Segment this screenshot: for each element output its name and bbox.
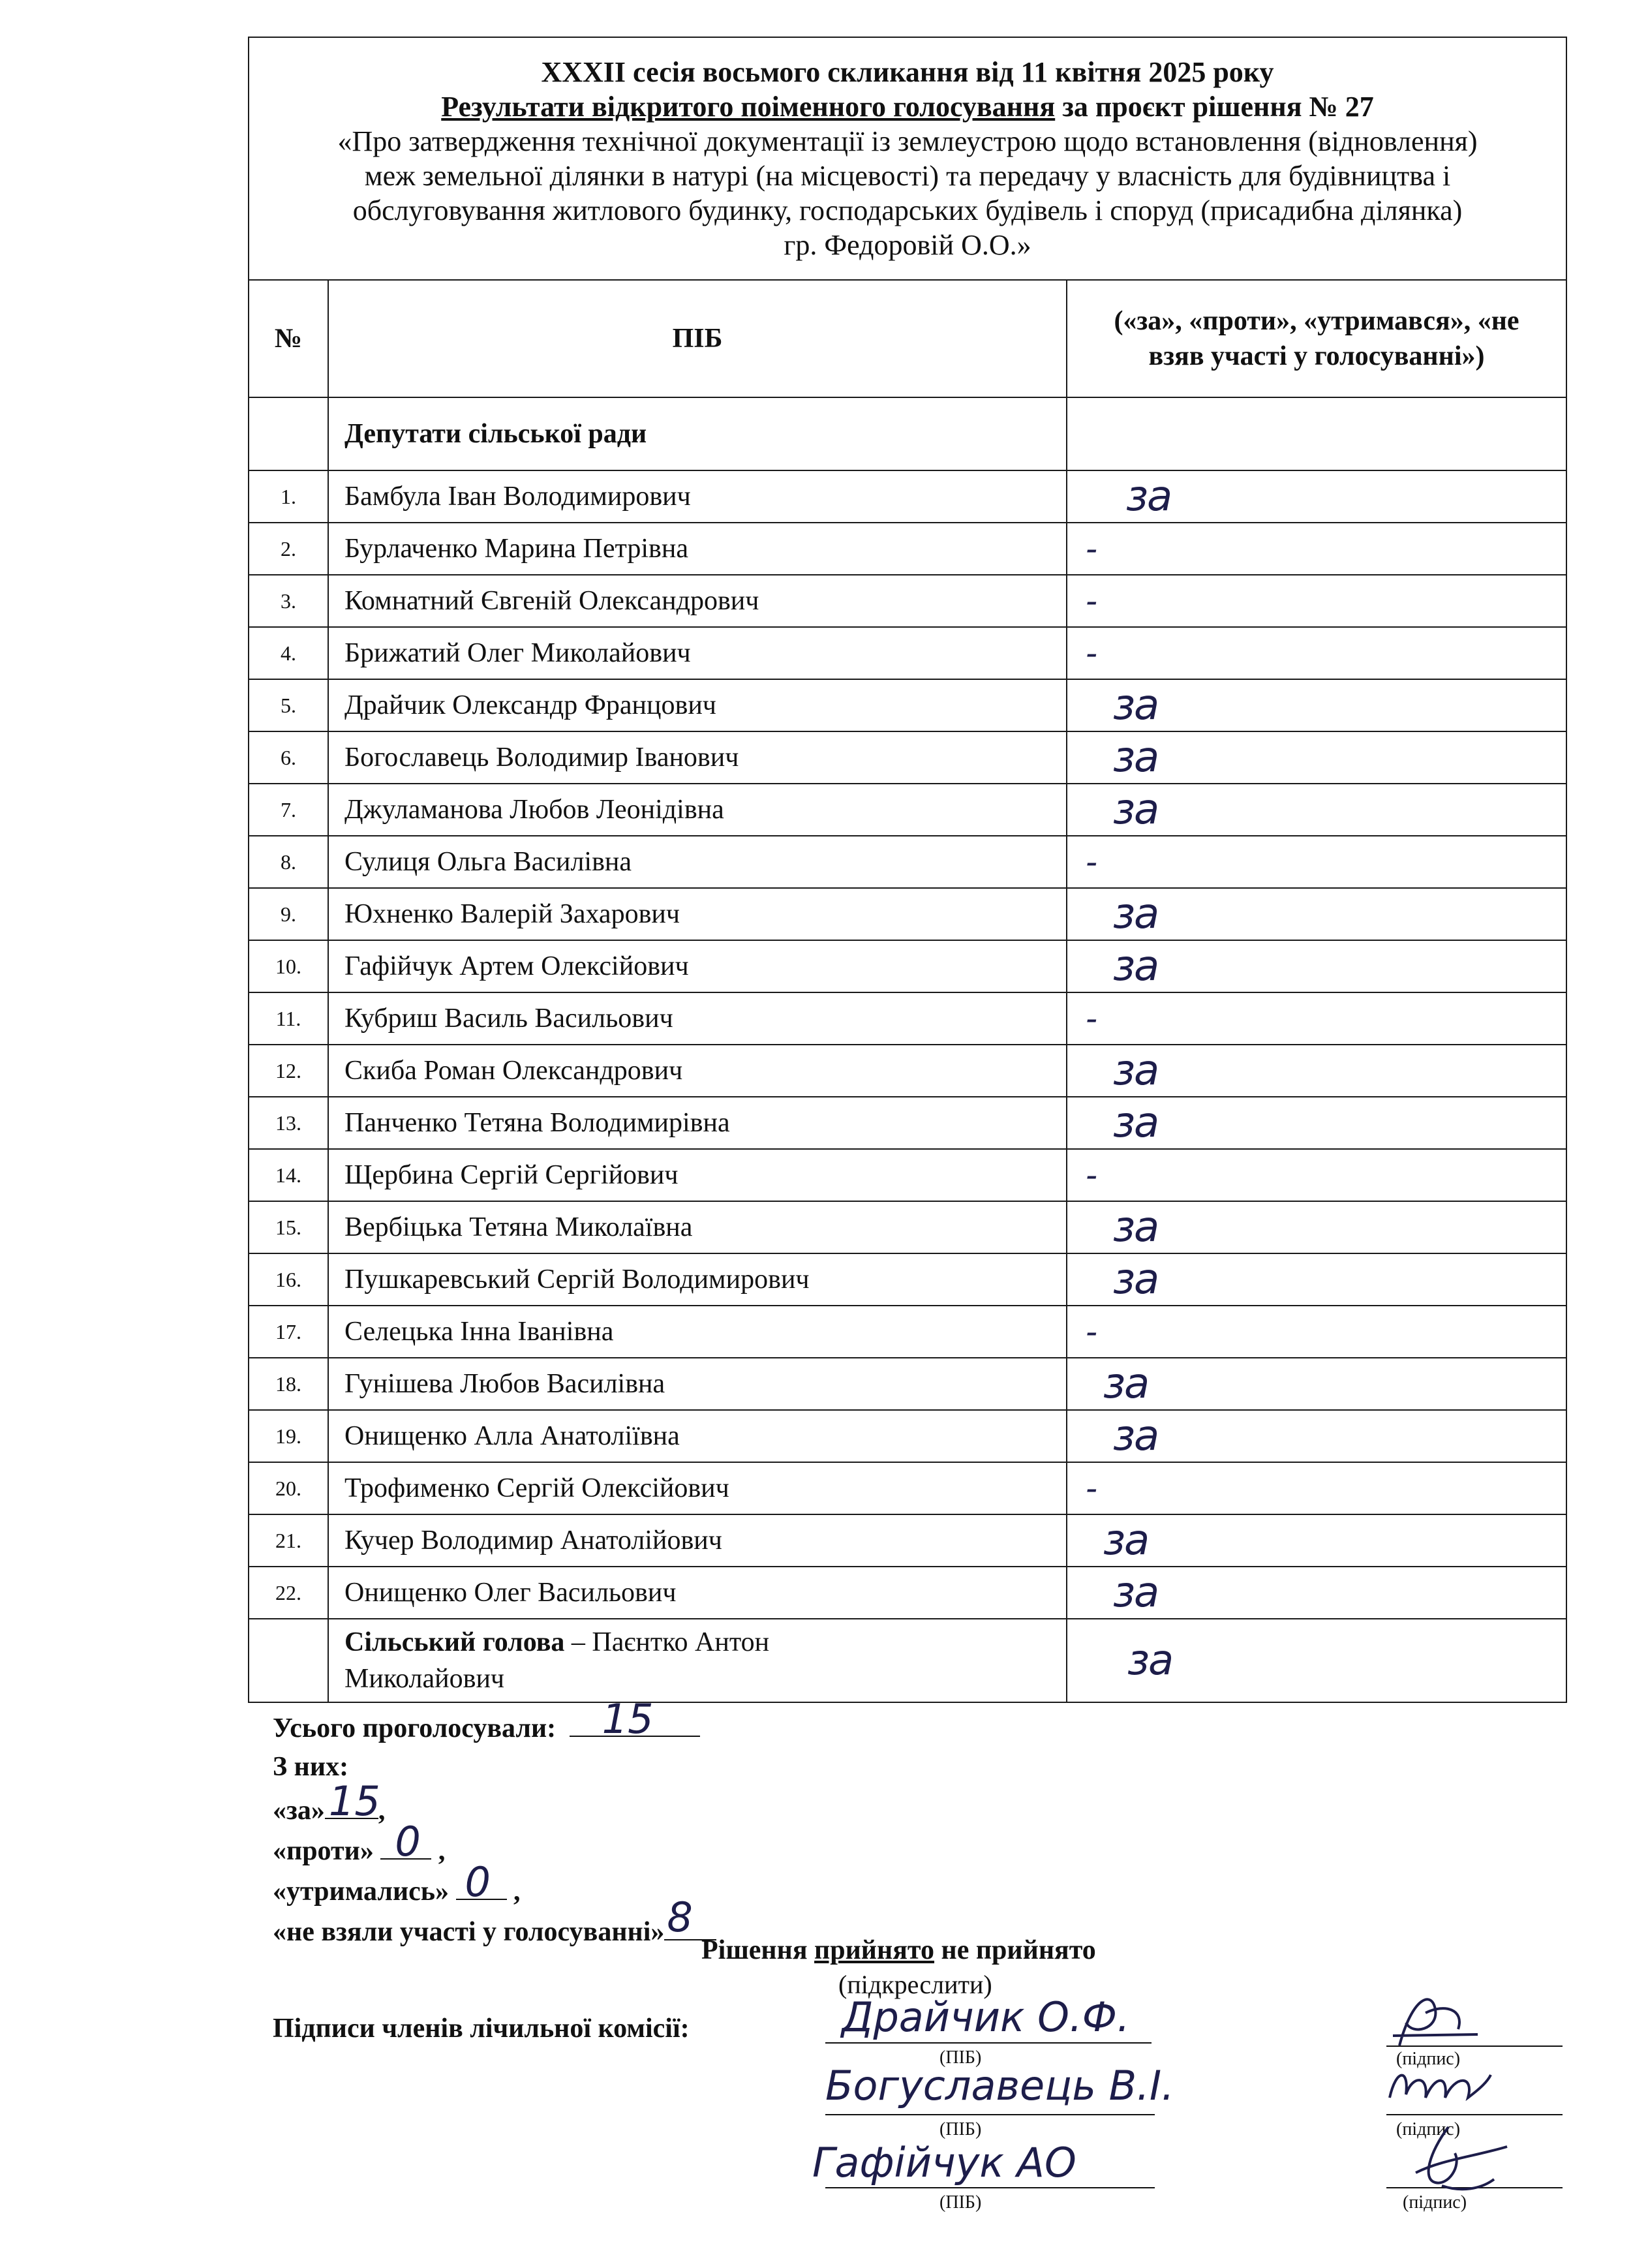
handwritten-vote: зa xyxy=(1113,1047,1159,1095)
deputy-vote xyxy=(1067,470,1566,523)
handwritten-vote: зa xyxy=(1103,1516,1149,1565)
handwritten-vote: - xyxy=(1086,634,1097,672)
row-number: 19. xyxy=(249,1410,328,1462)
table-row xyxy=(249,1045,1566,1097)
handwritten-vote: - xyxy=(1086,582,1097,620)
handwritten-vote: зa xyxy=(1113,1203,1159,1251)
deputy-name: Комнатний Євгеній Олександрович xyxy=(328,575,1067,627)
deputy-name: Онищенко Олег Васильович xyxy=(328,1567,1067,1619)
village-head: Сільський голова – Паєнтко Антон Миколайович xyxy=(328,1619,1067,1702)
village-head-name-2: Миколайович xyxy=(344,1664,505,1694)
row-number: 3. xyxy=(249,575,328,627)
group-label: Депутати сільської ради xyxy=(328,397,1067,470)
deputy-name: Гафійчук Артем Олексійович xyxy=(328,940,1067,992)
deputy-vote xyxy=(1067,731,1566,784)
column-name: ПІБ xyxy=(328,280,1067,397)
deputy-vote xyxy=(1067,1201,1566,1253)
table-row xyxy=(249,1514,1566,1567)
table-row xyxy=(249,992,1566,1045)
row-number: 18. xyxy=(249,1358,328,1410)
table-row xyxy=(249,1253,1566,1306)
deputy-vote xyxy=(1067,784,1566,836)
handwritten-vote: зa xyxy=(1113,1099,1159,1147)
deputy-name: Онищенко Алла Анатоліївна xyxy=(328,1410,1067,1462)
commission-signatures-title: Підписи членів лічильної комісії: xyxy=(273,2014,690,2044)
table-row xyxy=(249,627,1566,679)
decision-accepted: прийнято xyxy=(814,1935,935,1965)
handwritten-vote: зa xyxy=(1113,733,1159,782)
deputy-vote xyxy=(1067,679,1566,731)
village-head-name: Паєнтко Антон xyxy=(592,1627,770,1657)
member-2-name: Богуславець В.І. xyxy=(825,2062,1174,2109)
deputy-vote xyxy=(1067,1358,1566,1410)
row-number: 6. xyxy=(249,731,328,784)
member-2-name-caption: (ПІБ) xyxy=(939,2119,982,2139)
votes-against-value: 0 xyxy=(395,1818,421,1865)
deputy-name: Щербина Сергій Сергійович xyxy=(328,1149,1067,1201)
deputy-name: Кучер Володимир Анатолійович xyxy=(328,1514,1067,1567)
handwritten-vote: зa xyxy=(1113,1569,1159,1617)
row-number: 12. xyxy=(249,1045,328,1097)
row-number: 21. xyxy=(249,1514,328,1567)
row-number: 20. xyxy=(249,1462,328,1514)
results-project: за проєкт рішення № 27 xyxy=(1055,91,1374,123)
deputy-vote xyxy=(1067,1567,1566,1619)
session-title: XXXII сесія восьмого скликання від 11 квітня 2025 року xyxy=(541,56,1274,88)
table-row xyxy=(249,1358,1566,1410)
deputy-vote xyxy=(1067,627,1566,679)
deputy-vote xyxy=(1067,1097,1566,1149)
row-number: 17. xyxy=(249,1306,328,1358)
total-voted-value: 15 xyxy=(602,1695,654,1743)
handwritten-vote: зa xyxy=(1103,1360,1149,1408)
handwritten-vote: зa xyxy=(1113,1255,1159,1304)
decision-title-line-3: обслуговування житлового будинку, господарських будівель і споруд (присадибна ділянка) xyxy=(352,194,1463,226)
table-row xyxy=(249,470,1566,523)
handwritten-vote: - xyxy=(1086,843,1097,881)
of-them-label: З них: xyxy=(273,1752,349,1782)
member-2-signature-mark xyxy=(1383,2062,1494,2114)
row-number: 9. xyxy=(249,888,328,940)
table-row xyxy=(249,836,1566,888)
member-1-name: Драйчик О.Ф. xyxy=(842,1993,1130,2041)
handwritten-vote: - xyxy=(1086,530,1097,568)
decision-title-line-4: гр. Федоровій О.О.» xyxy=(784,229,1031,261)
member-3-signature-mark xyxy=(1403,2121,1514,2199)
table-row xyxy=(249,1306,1566,1358)
handwritten-vote: зa xyxy=(1113,786,1159,834)
row-number: 7. xyxy=(249,784,328,836)
column-number: № xyxy=(249,280,328,397)
row-number: 22. xyxy=(249,1567,328,1619)
row-number: 14. xyxy=(249,1149,328,1201)
handwritten-vote: - xyxy=(1086,1469,1097,1507)
handwritten-vote: - xyxy=(1086,1156,1097,1194)
deputy-vote xyxy=(1067,1306,1566,1358)
deputy-name: Сулиця Ольга Василівна xyxy=(328,836,1067,888)
member-2-sign-line xyxy=(1386,2114,1563,2115)
table-row xyxy=(249,731,1566,784)
village-head-vote xyxy=(1067,1619,1566,1702)
votes-absent: «не взяли участі у голосуванні» 8 xyxy=(273,1913,716,1948)
votes-absent-value: 8 xyxy=(667,1893,693,1941)
table-row xyxy=(249,888,1566,940)
decision-line: Рішення прийнято не прийнято xyxy=(701,1935,1096,1965)
handwritten-vote: зa xyxy=(1127,1636,1173,1685)
decision-title-line-2: меж земельної ділянки в натурі (на місцевості) та передачу у власність для будівництва і xyxy=(364,160,1451,192)
deputy-name: Бурлаченко Марина Петрівна xyxy=(328,523,1067,575)
row-number: 11. xyxy=(249,992,328,1045)
deputy-name: Кубриш Василь Васильович xyxy=(328,992,1067,1045)
village-head-title: Сільський голова xyxy=(344,1627,565,1657)
row-number: 4. xyxy=(249,627,328,679)
table-header-row xyxy=(249,37,1566,280)
member-1-signature-mark xyxy=(1386,1984,1484,2055)
votes-against: «проти» 0 , xyxy=(273,1818,446,1866)
table-row xyxy=(249,575,1566,627)
voting-table xyxy=(248,37,1567,1703)
head-row xyxy=(249,1619,1566,1702)
row-number: 8. xyxy=(249,836,328,888)
table-row xyxy=(249,1201,1566,1253)
table-row xyxy=(249,679,1566,731)
member-1-sign-caption: (підпис) xyxy=(1396,2049,1461,2069)
votes-for-value: 15 xyxy=(328,1777,380,1825)
handwritten-vote: зa xyxy=(1113,1412,1159,1460)
handwritten-vote: - xyxy=(1086,1000,1097,1037)
document-header xyxy=(249,37,1566,280)
deputy-name: Селецька Інна Іванівна xyxy=(328,1306,1067,1358)
member-3-name-caption: (ПІБ) xyxy=(939,2192,982,2213)
member-3-sign-caption: (підпис) xyxy=(1403,2192,1467,2213)
deputy-name: Джуламанова Любов Леонідівна xyxy=(328,784,1067,836)
deputy-name: Пушкаревський Сергій Володимирович xyxy=(328,1253,1067,1306)
member-2-name-line xyxy=(825,2114,1155,2115)
deputy-vote xyxy=(1067,523,1566,575)
votes-for: «за» 15 , xyxy=(273,1777,386,1826)
handwritten-vote: - xyxy=(1086,1313,1097,1351)
row-number: 2. xyxy=(249,523,328,575)
member-2-sign-caption: (підпис) xyxy=(1396,2119,1461,2139)
deputy-name: Брижатий Олег Миколайович xyxy=(328,627,1067,679)
deputy-name: Скиба Роман Олександрович xyxy=(328,1045,1067,1097)
row-number: 13. xyxy=(249,1097,328,1149)
votes-abstained-value: 0 xyxy=(465,1858,491,1906)
table-row xyxy=(249,784,1566,836)
deputy-vote xyxy=(1067,575,1566,627)
table-row xyxy=(249,1149,1566,1201)
handwritten-vote: зa xyxy=(1126,472,1172,521)
deputy-vote xyxy=(1067,1462,1566,1514)
column-vote-line-2: взяв участі у голосуванні») xyxy=(1148,341,1485,371)
deputy-name: Юхненко Валерій Захарович xyxy=(328,888,1067,940)
deputy-vote xyxy=(1067,1410,1566,1462)
deputy-vote xyxy=(1067,1253,1566,1306)
deputy-name: Гунішева Любов Василівна xyxy=(328,1358,1067,1410)
member-3-name-line xyxy=(825,2187,1155,2188)
results-underlined: Результати відкритого поіменного голосування xyxy=(441,91,1056,123)
member-3-name: Гафійчук АО xyxy=(812,2139,1076,2186)
deputy-list xyxy=(249,470,1566,1619)
deputy-vote xyxy=(1067,1514,1566,1567)
total-voted: Усього проголосували: 15 xyxy=(273,1709,700,1745)
deputy-vote xyxy=(1067,1045,1566,1097)
votes-abstained: «утримались» 0 , xyxy=(273,1858,521,1907)
deputy-name: Драйчик Олександр Францович xyxy=(328,679,1067,731)
deputy-vote xyxy=(1067,836,1566,888)
row-number: 5. xyxy=(249,679,328,731)
deputy-vote xyxy=(1067,888,1566,940)
decision-title-line-1: «Про затвердження технічної документації із землеустрою щодо встановлення (відновлення) xyxy=(337,125,1478,157)
deputy-name: Панченко Тетяна Володимирівна xyxy=(328,1097,1067,1149)
group-row xyxy=(249,397,1566,470)
row-number: 1. xyxy=(249,470,328,523)
column-vote-line-1: («за», «проти», «утримався», «не xyxy=(1114,306,1519,336)
table-row xyxy=(249,523,1566,575)
table-row xyxy=(249,1410,1566,1462)
column-header-row xyxy=(249,280,1566,397)
deputy-name: Вербіцька Тетяна Миколаївна xyxy=(328,1201,1067,1253)
table-row xyxy=(249,1097,1566,1149)
decision-rejected: не прийнято xyxy=(934,1935,1096,1965)
deputy-name: Бамбула Іван Володимирович xyxy=(328,470,1067,523)
handwritten-vote: зa xyxy=(1113,942,1159,990)
member-1-name-line xyxy=(825,2042,1152,2044)
row-number: 15. xyxy=(249,1201,328,1253)
handwritten-vote: зa xyxy=(1113,681,1159,729)
row-number: 16. xyxy=(249,1253,328,1306)
table-row xyxy=(249,940,1566,992)
results-heading xyxy=(249,89,1566,124)
underline-hint: (підкреслити) xyxy=(838,1970,992,1999)
deputy-name: Трофименко Сергій Олексійович xyxy=(328,1462,1067,1514)
table-row xyxy=(249,1462,1566,1514)
column-vote xyxy=(1067,280,1566,397)
deputy-vote xyxy=(1067,940,1566,992)
deputy-vote xyxy=(1067,992,1566,1045)
deputy-vote xyxy=(1067,1149,1566,1201)
row-number: 10. xyxy=(249,940,328,992)
table-row xyxy=(249,1567,1566,1619)
deputy-name: Богославець Володимир Іванович xyxy=(328,731,1067,784)
handwritten-vote: зa xyxy=(1113,890,1159,938)
member-1-name-caption: (ПІБ) xyxy=(939,2047,982,2068)
